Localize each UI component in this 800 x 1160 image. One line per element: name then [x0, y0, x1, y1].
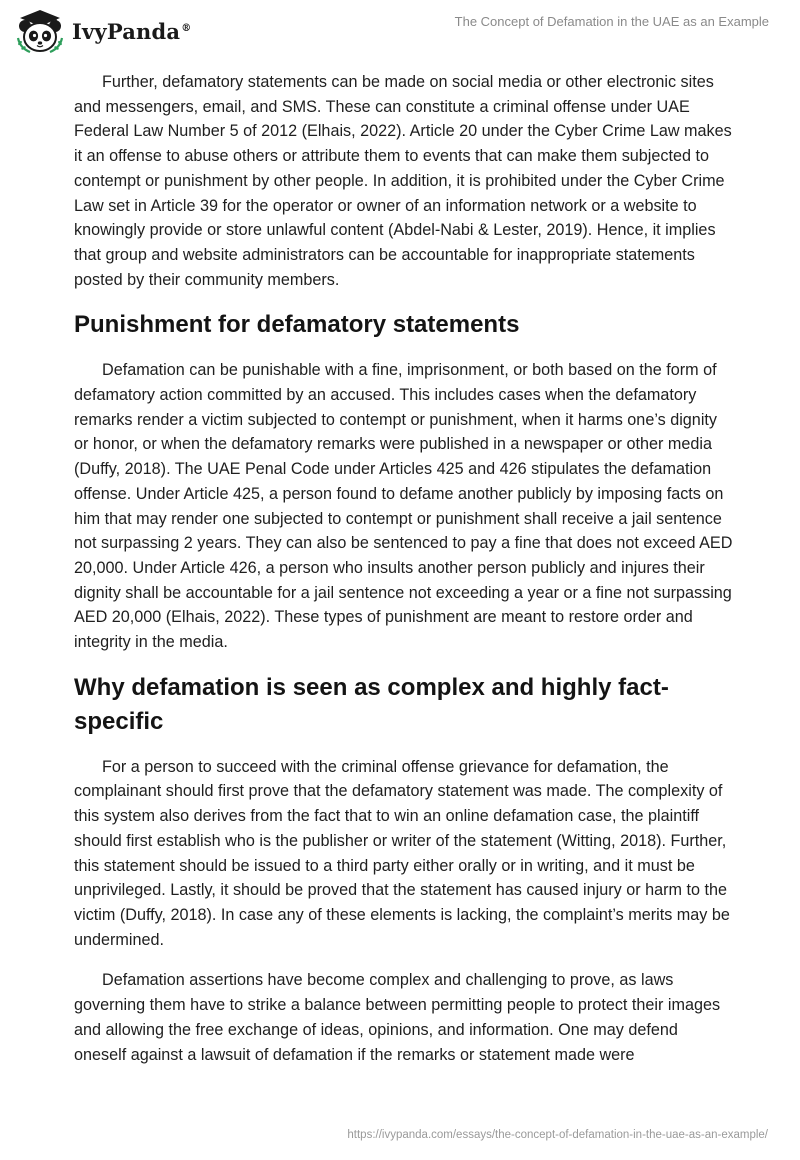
- registered-mark: ®: [181, 22, 192, 34]
- source-url[interactable]: https://ivypanda.com/essays/the-concept-of-defamation-in-the-uae-as-an-example/: [347, 1129, 768, 1141]
- paragraph: Further, defamatory statements can be made on social media or other electronic sites and messengers, email, and SMS. These can constitute a criminal offense under UAE Federal Law Number 5 of 2012 (Elhais, 2022). Article 20 under the Cyber Crime Law makes it an offense to abuse others or attribute them to events that can make them subjected to contempt or punishment by other people. In addition, it is prohibited under the Cyber Crime Law set in Article 39 for the operator or owner of an information network or a website to knowingly provide or store unlawful content (Abdel-Nabi & Lester, 2019). Hence, it implies that group and website administrators can be accountable for inappropriate statements posted by their community members.: [74, 73, 732, 289]
- essay-body: [74, 70, 734, 1083]
- section-heading: Punishment for defamatory statements: [74, 311, 520, 339]
- paragraph: For a person to succeed with the criminal offense grievance for defamation, the complainant should first prove that the defamatory statement was made. The complexity of this system also derives from the fact that to win an online defamation case, the plaintiff should first establish who is the publisher or writer of the statement (Witting, 2018). Further, this statement should be issued to a third party either orally or in writing, and it must be unprivileged. Lastly, it should be proved that the statement has caused injury or harm to the victim (Duffy, 2018). In case any of these elements is lacking, the complaint’s merits may be undermined.: [74, 757, 730, 949]
- paragraph: Defamation assertions have become complex and challenging to prove, as laws governing them have to strike a balance between permitting people to protect their images and allowing the free exchange of ideas, opinions, and information. One may defend oneself against a lawsuit of defamation if the remarks or statement made were: [74, 971, 721, 1064]
- brand-logo[interactable]: [14, 8, 191, 54]
- document-title: The Concept of Defamation in the UAE as an Example: [454, 14, 769, 29]
- brand-name: IvyPanda®: [72, 18, 192, 44]
- paragraph: Defamation can be punishable with a fine, imprisonment, or both based on the form of defamatory action committed by an accused. This includes cases when the defamatory remarks render a victim subjected to contempt or punishment, when it harms one’s dignity or honor, or when the defamatory remarks were published in a newspaper or other media (Duffy, 2018). The UAE Penal Code under Articles 425 and 426 stipulates the defamation offense. Under Article 425, a person found to defame another publicly by imposing facts on him that may render one subjected to contempt or punishment shall receive a jail sentence not surpassing 2 years. They can also be sentenced to pay a fine that does not exceed AED 20,000. Under Article 426, a person who insults another person publicly and injures their dignity shall be accountable for a jail sentence not exceeding a year or a fine not surpassing AED 20,000 (Elhais, 2022). These types of punishment are meant to restore order and integrity in the media.: [74, 361, 733, 652]
- panda-graduate-logo-icon: [14, 8, 66, 54]
- section-heading: Why defamation is seen as complex and highly fact-specific: [74, 673, 669, 735]
- page-header: [0, 0, 800, 62]
